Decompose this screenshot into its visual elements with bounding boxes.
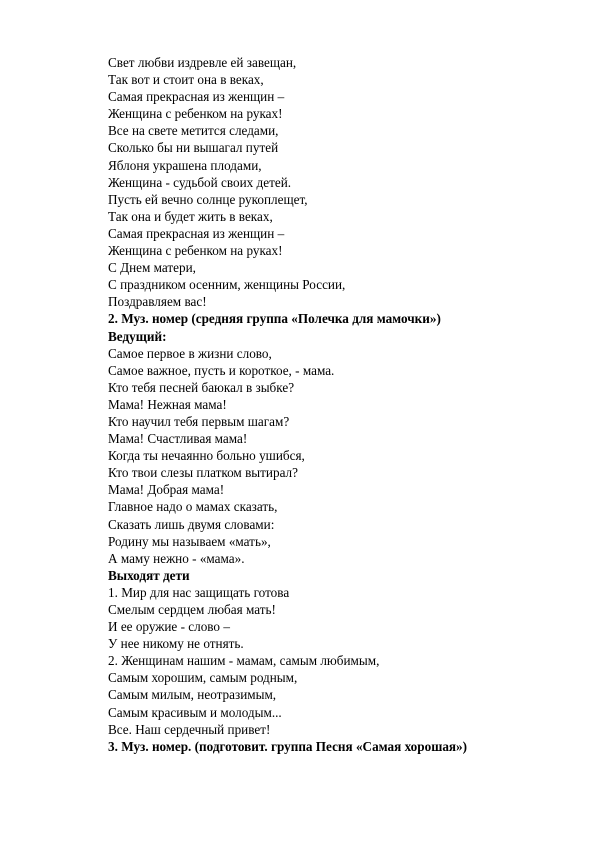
heading-line: Выходят дети xyxy=(108,567,190,583)
text-line: Свет любви издревле ей завещан, xyxy=(108,55,297,70)
text-line: Самая прекрасная из женщин – xyxy=(108,225,285,241)
text-line: Родину мы называем «мать», xyxy=(108,533,271,549)
text-line: Мама! Добрая мама! xyxy=(108,482,225,498)
heading-line: 2. Муз. номер (средняя группа «Полечка для мамочки») xyxy=(108,311,441,327)
text-line: 1. Мир для нас защищать готова xyxy=(108,584,290,600)
heading-line: Ведущий: xyxy=(108,328,167,344)
text-line: Главное надо о мамах сказать, xyxy=(108,499,278,515)
text-line: Мама! Нежная мама! xyxy=(108,396,227,412)
text-line: С праздником осенним, женщины России, xyxy=(108,277,346,293)
text-line: Так она и будет жить в веках, xyxy=(108,208,273,224)
text-line: Мама! Счастливая мама! xyxy=(108,431,248,447)
text-line: Самое важное, пусть и короткое, - мама. xyxy=(108,362,335,378)
text-line: Смелым сердцем любая мать! xyxy=(108,602,276,617)
text-line: Сколько бы ни вышагал путей xyxy=(108,140,279,156)
text-line: Все на свете метится следами, xyxy=(108,123,279,139)
heading-line: 3. Муз. номер. (подготовит. группа Песня «Самая хорошая») xyxy=(108,738,468,754)
text-line: Пусть ей вечно солнце рукоплещет, xyxy=(108,191,308,207)
text-line: И ее оружие - слово – xyxy=(108,619,230,635)
text-line: Когда ты нечаянно больно ушибся, xyxy=(108,448,305,464)
document-text-block xyxy=(108,54,548,755)
text-line: Женщина - судьбой своих детей. xyxy=(108,174,292,190)
text-line: Самым красивым и молодым... xyxy=(108,704,282,720)
text-line: У нее никому не отнять. xyxy=(108,636,244,652)
text-line: С Днем матери, xyxy=(108,260,196,276)
text-line: Поздравляем вас! xyxy=(108,294,207,310)
text-line: Кто тебя песней баюкал в зыбке? xyxy=(108,379,295,395)
text-line: 2. Женщинам нашим - мамам, самым любимым, xyxy=(108,653,380,669)
text-line: Самая прекрасная из женщин – xyxy=(108,89,285,105)
text-line: Самым хорошим, самым родным, xyxy=(108,670,298,686)
text-line: Самым милым, неотразимым, xyxy=(108,687,277,703)
text-line: Женщина с ребенком на руках! xyxy=(108,243,283,259)
text-line: А маму нежно - «мама». xyxy=(108,550,245,566)
text-line: Кто научил тебя первым шагам? xyxy=(108,413,290,429)
text-line: Самое первое в жизни слово, xyxy=(108,345,272,361)
text-line: Все. Наш сердечный привет! xyxy=(108,721,271,737)
text-line: Так вот и стоит она в веках, xyxy=(108,72,264,88)
text-line: Женщина с ребенком на руках! xyxy=(108,106,283,122)
text-line: Сказать лишь двумя словами: xyxy=(108,516,275,532)
text-line: Кто твои слезы платком вытирал? xyxy=(108,465,298,481)
text-line: Яблоня украшена плодами, xyxy=(108,157,262,173)
